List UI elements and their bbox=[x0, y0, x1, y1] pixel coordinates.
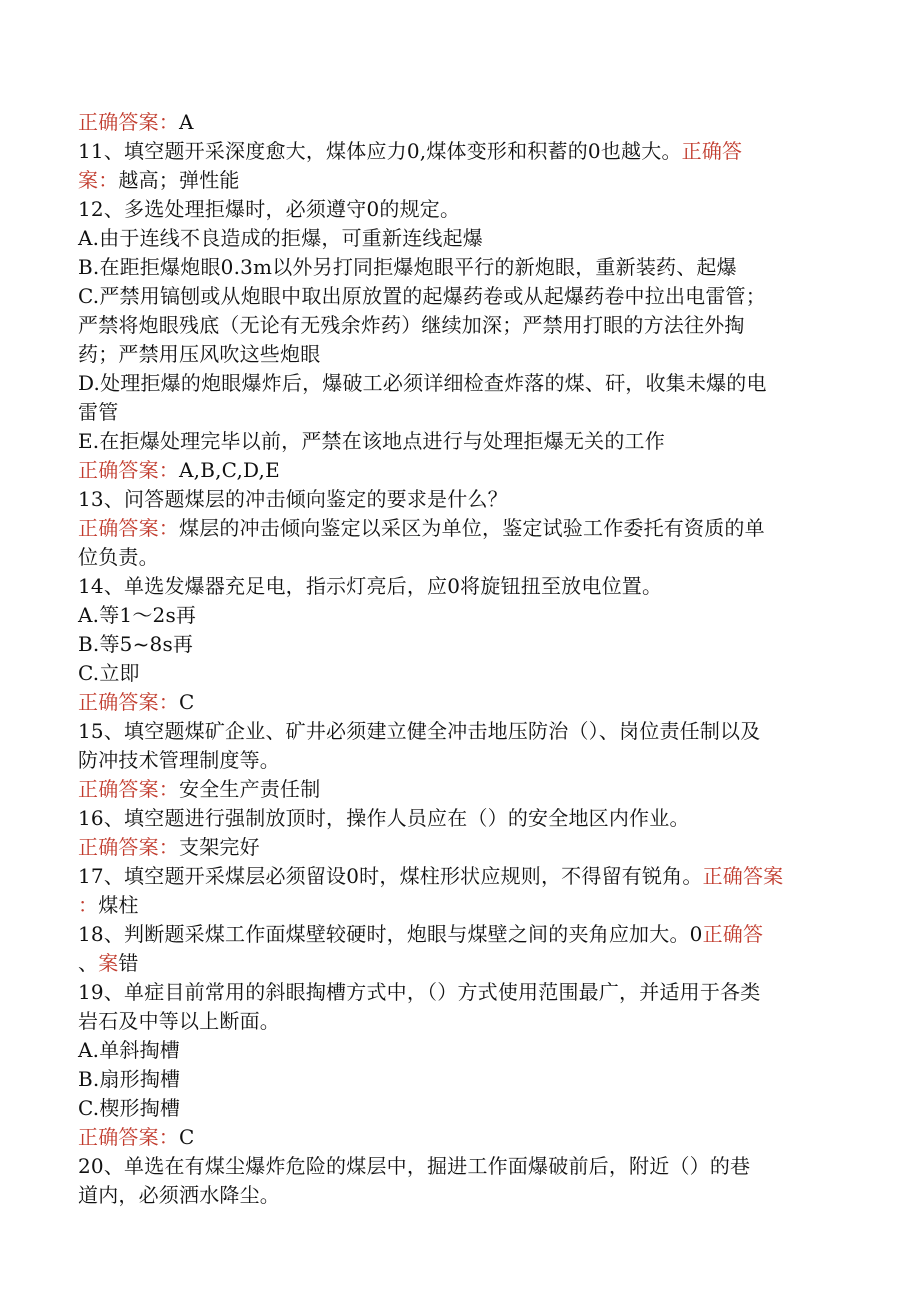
option-12-b: B.在距拒爆炮眼0.3m以外另打同拒爆炮眼平行的新炮眼，重新装药、起爆 bbox=[78, 255, 737, 279]
answer-18 bbox=[78, 949, 820, 978]
question-13: 13、问答题煤层的冲击倾向鉴定的要求是什么？ bbox=[78, 487, 508, 511]
answer-value: 煤柱 bbox=[98, 893, 139, 917]
answer-15 bbox=[78, 775, 820, 804]
question-15-line2: 防冲技术管理制度等。 bbox=[78, 748, 280, 772]
answer-label: 正确答案： bbox=[78, 458, 179, 482]
answer-label: 正确答 bbox=[702, 922, 764, 946]
answer-label: 正确答案： bbox=[78, 835, 179, 859]
answer-value: 煤层的冲击倾向鉴定以采区为单位，鉴定试验工作委托有资质的单 bbox=[179, 516, 765, 540]
answer-value: A bbox=[179, 110, 194, 134]
answer-label: 正确答案： bbox=[78, 1125, 179, 1149]
answer-10 bbox=[78, 108, 820, 137]
option-12-e: E.在拒爆处理完毕以前，严禁在该地点进行与处理拒爆无关的工作 bbox=[78, 429, 665, 453]
option-12-a: A.由于连线不良造成的拒爆，可重新连线起爆 bbox=[78, 226, 484, 250]
answer-13-line1 bbox=[78, 514, 820, 543]
answer-label: 案 bbox=[98, 951, 119, 975]
document-page bbox=[78, 108, 820, 1210]
answer-value: 支架完好 bbox=[179, 835, 260, 859]
answer-label: 正确答案 bbox=[702, 864, 784, 888]
question-20-line1: 20、单选在有煤尘爆炸危险的煤层中，掘进工作面爆破前后，附近（）的巷 bbox=[78, 1154, 751, 1178]
answer-19 bbox=[78, 1123, 820, 1152]
question-19-line1: 19、单症目前常用的斜眼掏槽方式中，（）方式使用范围最广，并适用于各类 bbox=[78, 980, 761, 1004]
answer-label: 正确答案： bbox=[78, 110, 179, 134]
answer-value: 安全生产责任制 bbox=[179, 777, 321, 801]
option-12-d-line2: 雷管 bbox=[78, 400, 119, 424]
answer-17 bbox=[78, 891, 820, 920]
answer-value: A,B,C,D,E bbox=[179, 458, 280, 482]
option-14-c: C.立即 bbox=[78, 661, 140, 685]
answer-value: 越高；弹性能 bbox=[118, 168, 240, 192]
question-12: 12、多选处理拒爆时，必须遵守0的规定。 bbox=[78, 197, 461, 221]
answer-12 bbox=[78, 456, 820, 485]
option-12-d-line1: D.处理拒爆的炮眼爆炸后，爆破工必须详细检查炸落的煤、矸，收集未爆的电 bbox=[78, 371, 767, 395]
option-12-c-line1: C.严禁用镐刨或从炮眼中取出原放置的起爆药卷或从起爆药卷中拉出电雷管； bbox=[78, 284, 766, 308]
question-11 bbox=[78, 137, 820, 166]
answer-label: 正确答案： bbox=[78, 777, 179, 801]
answer-16 bbox=[78, 833, 820, 862]
option-14-b: B.等5~8s再 bbox=[78, 632, 194, 656]
option-12-c-line3: 药；严禁用压风吹这些炮眼 bbox=[78, 342, 321, 366]
answer-label: 案： bbox=[78, 168, 119, 192]
answer-prefix: 、 bbox=[78, 951, 99, 975]
question-text: 17、填空题开采煤层必须留设0时，煤柱形状应规则，不得留有锐角。 bbox=[78, 864, 703, 888]
option-14-a: A.等1～2s再 bbox=[78, 603, 197, 627]
question-18 bbox=[78, 920, 820, 949]
question-14: 14、单选发爆器充足电，指示灯亮后，应0将旋钮扭至放电位置。 bbox=[78, 574, 663, 598]
answer-label: 正确答 bbox=[681, 139, 743, 163]
option-19-b: B.扇形掏槽 bbox=[78, 1067, 181, 1091]
answer-13-line2: 位负责。 bbox=[78, 545, 159, 569]
option-19-a: A.单斜掏槽 bbox=[78, 1038, 181, 1062]
answer-value: C bbox=[179, 1125, 195, 1149]
answer-value: C bbox=[179, 690, 195, 714]
answer-14 bbox=[78, 688, 820, 717]
answer-label: ： bbox=[78, 893, 99, 917]
question-text: 11、填空题开采深度愈大，煤体应力0,煤体变形和积蓄的0也越大。 bbox=[78, 139, 682, 163]
answer-label: 正确答案： bbox=[78, 516, 179, 540]
question-16: 16、填空题进行强制放顶时，操作人员应在（）的安全地区内作业。 bbox=[78, 806, 690, 830]
question-17 bbox=[78, 862, 820, 891]
answer-label: 正确答案： bbox=[78, 690, 179, 714]
question-15-line1: 15、填空题煤矿企业、矿井必须建立健全冲击地压防治（）、岗位责任制以及 bbox=[78, 719, 761, 743]
question-19-line2: 岩石及中等以上断面。 bbox=[78, 1009, 280, 1033]
option-12-c-line2: 严禁将炮眼残底（无论有无残余炸药）继续加深；严禁用打眼的方法往外掏 bbox=[78, 313, 745, 337]
question-20-line2: 道内，必须洒水降尘。 bbox=[78, 1183, 280, 1207]
question-text: 18、判断题采煤工作面煤壁较硬时，炮眼与煤壁之间的夹角应加大。0 bbox=[78, 922, 703, 946]
answer-11 bbox=[78, 166, 820, 195]
option-19-c: C.楔形掏槽 bbox=[78, 1096, 181, 1120]
answer-value: 错 bbox=[118, 951, 139, 975]
